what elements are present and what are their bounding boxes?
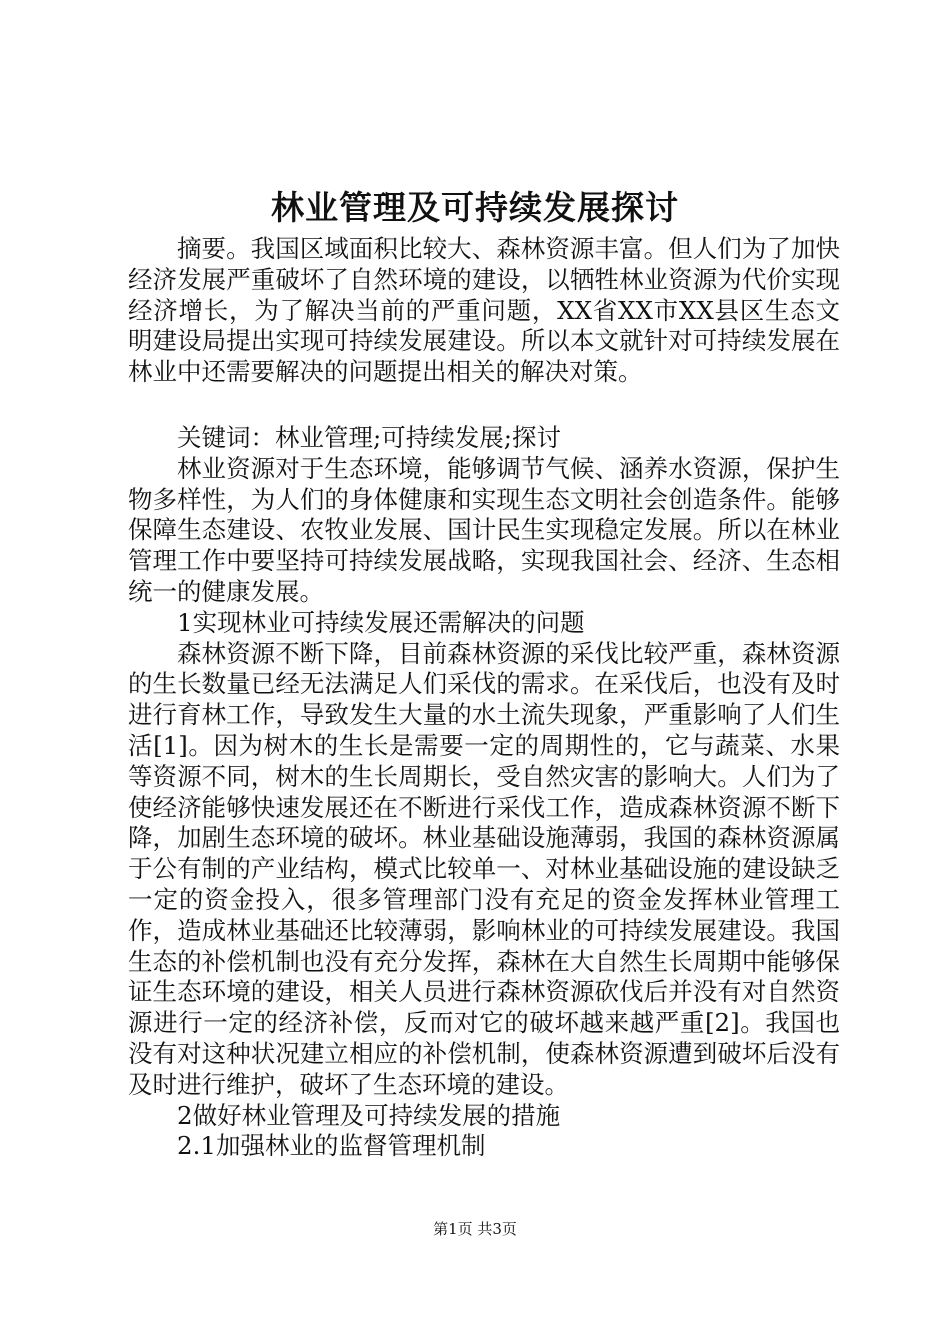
- abstract-block: [128, 234, 840, 388]
- section-2-heading: 2做好林业管理及可持续发展的措施: [177, 1100, 561, 1130]
- abstract-paragraph: 摘要。我国区域面积比较大、森林资源丰富。但人们为了加快经济发展严重破坏了自然环境的建设，以牺牲林业资源为代价实现经济增长，为了解决当前的严重问题，XX省XX市XX县区生态文明建设局提出实现可持续发展建设。所以本文就针对可持续发展在林业中还需要解决的问题提出相关的解决对策。: [128, 234, 840, 387]
- intro-paragraph: 林业资源对于生态环境，能够调节气候、涵养水资源，保护生物多样性，为人们的身体健康和实现生态文明社会创造条件。能够保障生态建设、农牧业发展、国计民生实现稳定发展。所以在林业管理工作中要坚持可持续发展战略，实现我国社会、经济、生态相统一的健康发展。: [128, 453, 840, 606]
- keywords-line: 关键词：林业管理;可持续发展;探讨: [177, 423, 562, 452]
- document-title: 林业管理及可持续发展探讨: [271, 188, 679, 227]
- section-1-heading: 1实现林业可持续发展还需解决的问题: [177, 607, 585, 637]
- section-2-1-heading: 2.1加强林业的监督管理机制: [177, 1131, 486, 1161]
- body-block: [128, 423, 840, 1162]
- section-1-paragraph: 森林资源不断下降，目前森林资源的采伐比较严重，森林资源的生长数量已经无法满足人们采伐的需求。在采伐后，也没有及时进行育林工作，导致发生大量的水土流失现象，严重影响了人们生活[1]。因为树木的生长是需要一定的周期性的，它与蔬菜、水果等资源不同，树木的生长周期长，受自然灾害的影响大。人们为了使经济能够快速发展还在不断进行采伐工作，造成森林资源不断下降，加剧生态环境的破坏。林业基础设施薄弱，我国的森林资源属于公有制的产业结构，模式比较单一、对林业基础设施的建设缺乏一定的资金投入，很多管理部门没有充足的资金发挥林业管理工作，造成林业基础还比较薄弱，影响林业的可持续发展建设。我国生态的补偿机制也没有充分发挥，森林在大自然生长周期中能够保证生态环境的建设，相关人员进行森林资源砍伐后并没有对自然资源进行一定的经济补偿，反而对它的破坏越来越严重[2]。我国也没有对这种状况建立相应的补偿机制，使森林资源遭到破坏后没有及时进行维护，破坏了生态环境的建设。: [128, 638, 840, 1099]
- page-footer: 第1页 共3页: [433, 1220, 517, 1238]
